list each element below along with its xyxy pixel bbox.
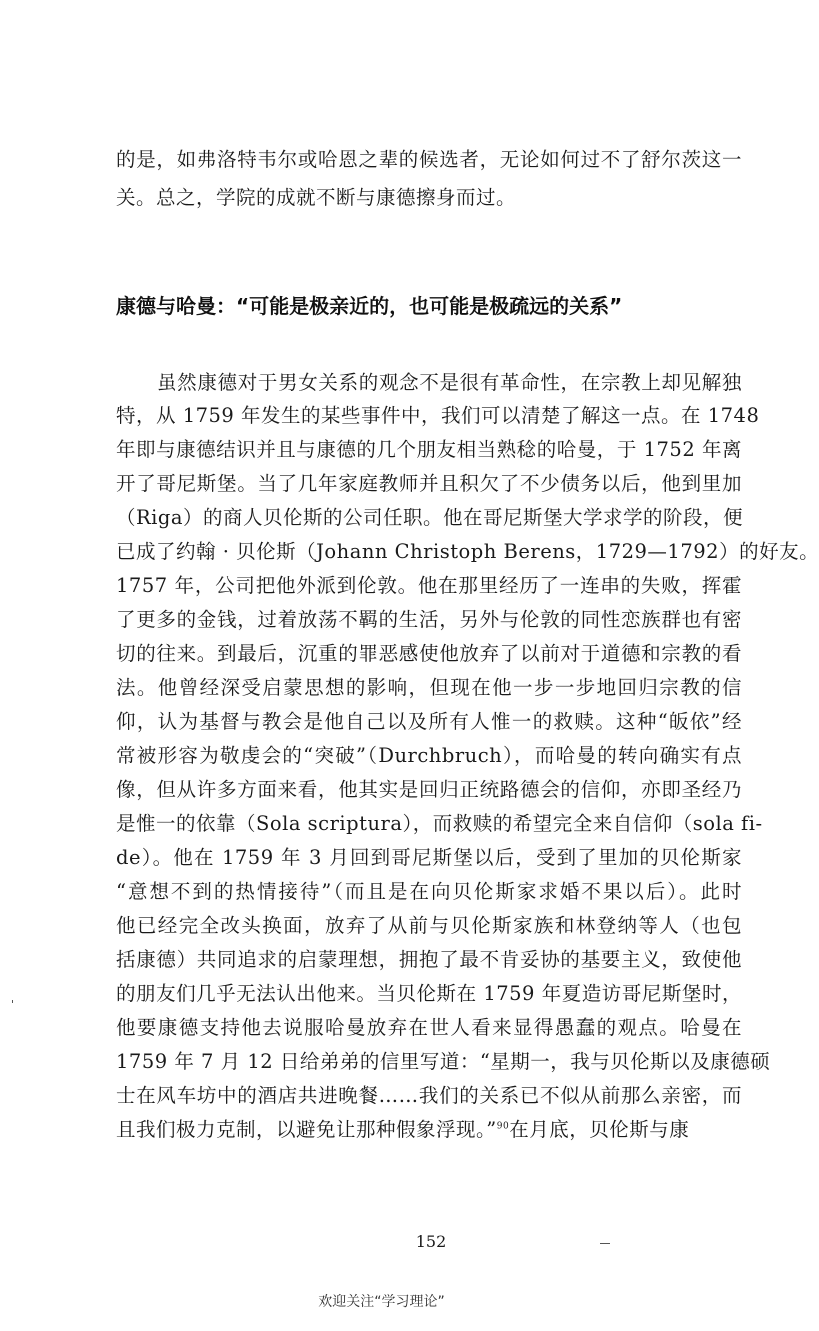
scan-speck [12,1000,13,1003]
body-line-13: 像，但从许多方面来看，他其实是回归正统路德会的信仰，亦即圣经乃 [116,778,742,801]
body-line-15: de）。他在 1759 年 3 月回到哥尼斯堡以后，受到了里加的贝伦斯家 [116,846,742,869]
footer-note: 欢迎关注“学习理论” [318,1294,445,1310]
body-line-18: 括康德）共同追求的启蒙理想，拥抱了最不肯妥协的基要主义，致使他 [116,948,742,971]
body-line-17: 他已经完全改头换面，放弃了从前与贝伦斯家族和林登纳等人（也包 [116,914,742,937]
body-line-8: 了更多的金钱，过着放荡不羁的生活，另外与伦敦的同性恋族群也有密 [116,608,742,631]
body-line-20: 他要康德支持他去说服哈曼放弃在世人看来显得愚蠢的观点。哈曼在 [116,1016,742,1039]
body-line-14: 是惟一的依靠（Sola scriptura），而救赎的希望完全来自信仰（sola fi- [116,812,763,835]
body-line-10: 法。他曾经深受启蒙思想的影响，但现在他一步一步地回归宗教的信 [116,676,742,699]
scan-speck [600,1243,610,1244]
body-line-2: 特，从 1759 年发生的某些事件中，我们可以清楚了解这一点。在 1748 [116,404,760,427]
body-line-3: 年即与康德结识并且与康德的几个朋友相当熟稔的哈曼，于 1752 年离 [116,438,742,461]
body-line-12: 常被形容为敬虔会的“突破”（Durchbruch），而哈曼的转向确实有点 [116,744,742,767]
body-line-22: 士在风车坊中的酒店共进晚餐……我们的关系已不似从前那么亲密，而 [116,1084,742,1107]
body-line-11: 仰，认为基督与教会是他自己以及所有人惟一的救赎。这种“皈依”经 [116,710,742,733]
body-line-19: 的朋友们几乎无法认出他来。当贝伦斯在 1759 年夏造访哥尼斯堡时， [116,982,742,1005]
top-paragraph-line-1: 的是，如弗洛特韦尔或哈恩之辈的候选者，无论如何过不了舒尔茨这一 [116,148,742,171]
page-number: 152 [415,1232,447,1251]
body-line-16: “意想不到的热情接待”（而且是在向贝伦斯家求婚不果以后）。此时 [116,880,742,903]
last-line-after: 在月底，贝伦斯与康 [509,1118,690,1141]
body-line-6: 已成了约翰 · 贝伦斯（Johann Christoph Berens，1729—1792）的好友。 [116,540,819,563]
body-line-21: 1759 年 7 月 12 日给弟弟的信里写道：“星期一，我与贝伦斯以及康德硕 [116,1050,771,1073]
body-line-7: 1757 年，公司把他外派到伦敦。他在那里经历了一连串的失败，挥霍 [116,574,742,597]
footnote-marker: 90 [496,1121,510,1132]
body-line-1: 虽然康德对于男女关系的观念不是很有革命性，在宗教上却见解独 [157,371,742,394]
top-paragraph-line-2: 关。总之，学院的成就不断与康德擦身而过。 [116,186,517,209]
body-line-4: 开了哥尼斯堡。当了几年家庭教师并且积欠了不少债务以后，他到里加 [116,472,742,495]
body-line-9: 切的往来。到最后，沉重的罪恶感使他放弃了以前对于道德和宗教的看 [116,642,742,665]
body-line-23 [116,1118,742,1142]
last-line-before: 且我们极力克制，以避免让那种假象浮现。” [116,1118,497,1141]
body-line-5: （Riga）的商人贝伦斯的公司任职。他在哥尼斯堡大学求学的阶段，便 [116,506,744,529]
section-heading: 康德与哈曼：“可能是极亲近的，也可能是极疏远的关系” [116,294,623,318]
